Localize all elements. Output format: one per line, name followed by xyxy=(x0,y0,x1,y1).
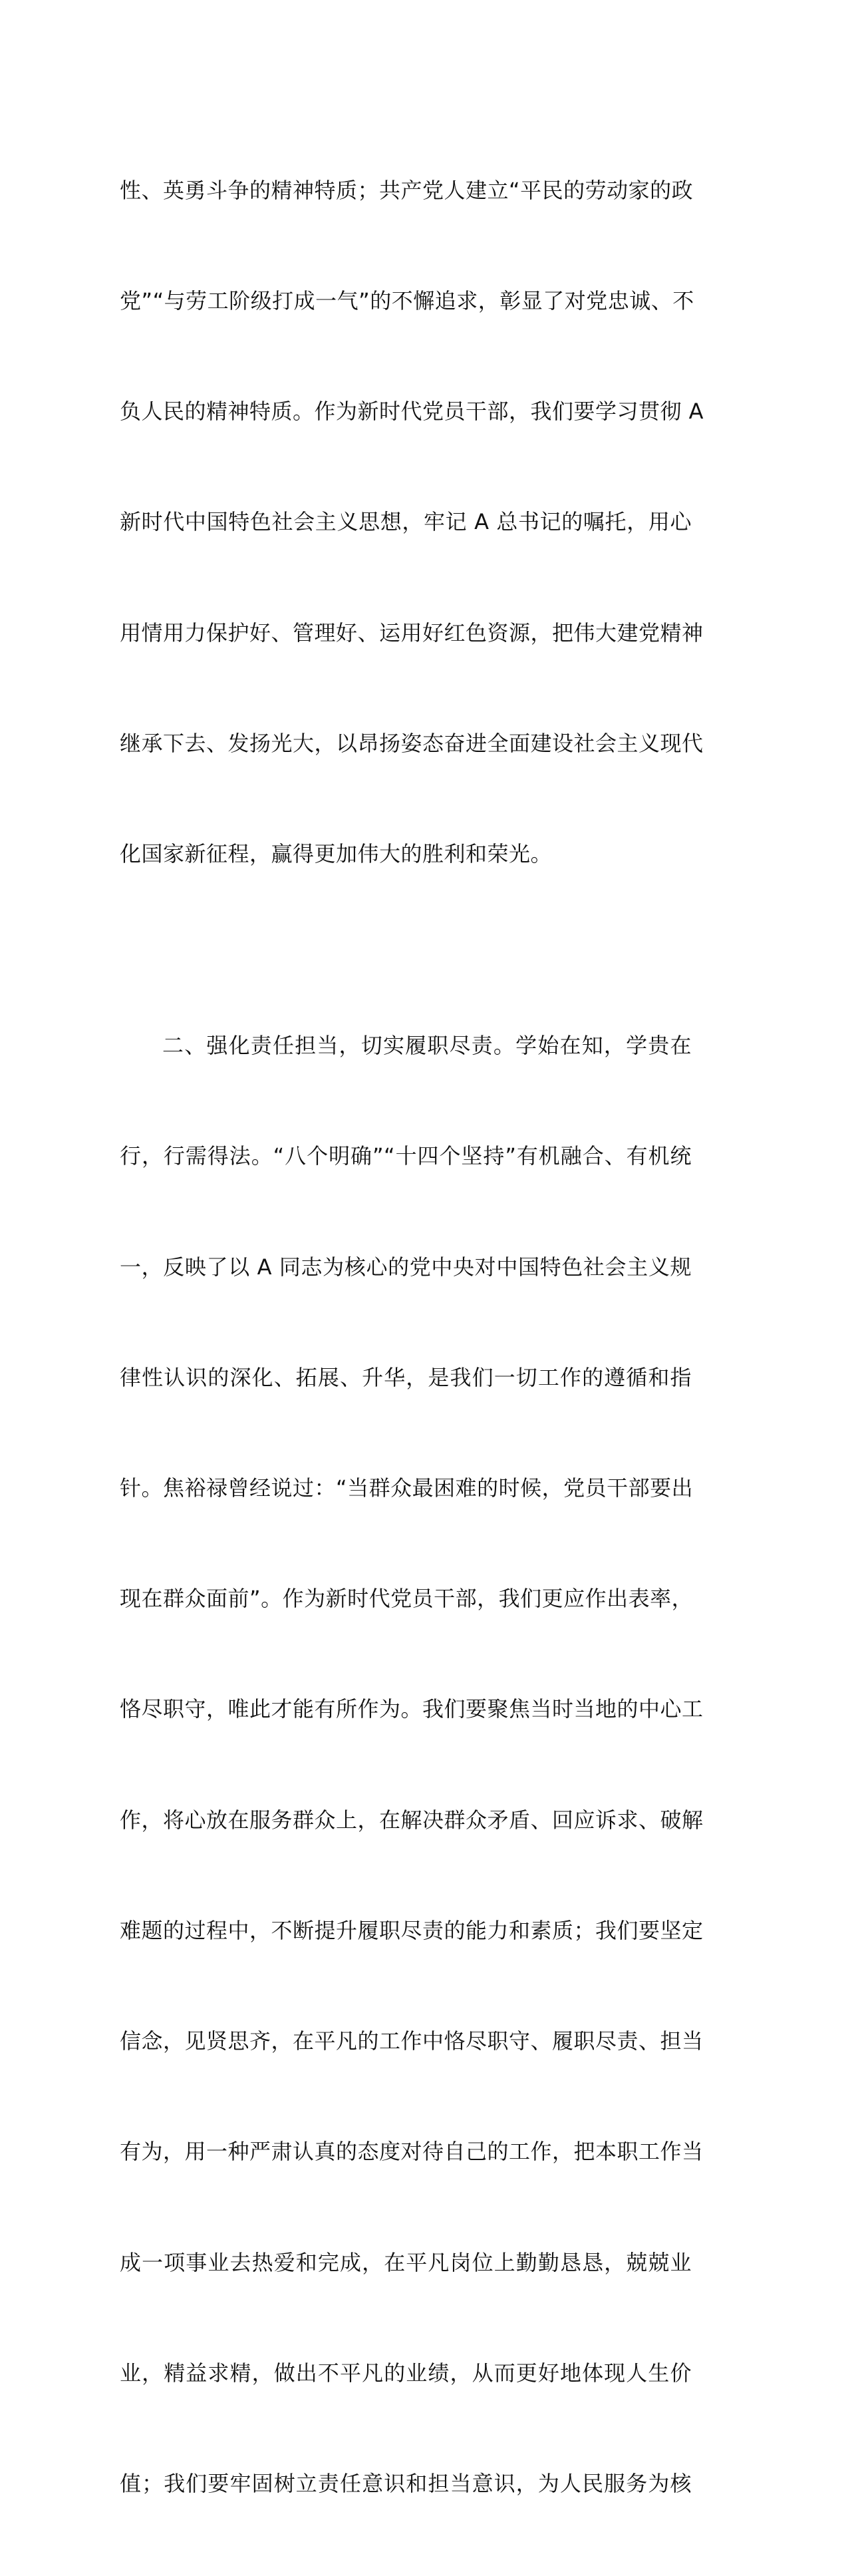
text-line: 一，反映了以 A 同志为核心的党中央对中国特色社会主义规 xyxy=(120,1254,692,1280)
text-line: 行，行需得法。“八个明确”“十四个坚持”有机融合、有机统 xyxy=(120,1143,692,1169)
text-line: 二、强化责任担当，切实履职尽责。学始在知，学贵在 xyxy=(162,1033,692,1059)
paragraph-1 xyxy=(120,98,704,946)
text-line: 新时代中国特色社会主义思想，牢记 A 总书记的嘱托，用心 xyxy=(120,509,692,535)
text-line: 党”“与劳工阶级打成一气”的不懈追求，彰显了对党忠诚、不 xyxy=(120,288,694,314)
text-line: 用情用力保护好、管理好、运用好红色资源，把伟大建党精神 xyxy=(120,620,704,645)
paragraph-2 xyxy=(120,954,704,2576)
text-line: 难题的过程中，不断提升履职尽责的能力和素质；我们要坚定 xyxy=(120,1917,704,1943)
text-line: 作，将心放在服务群众上，在解决群众矛盾、回应诉求、破解 xyxy=(120,1807,704,1833)
text-line: 现在群众面前”。作为新时代党员干部，我们更应作出表率， xyxy=(120,1586,694,1612)
body-text xyxy=(120,98,704,2576)
text-line: 性、英勇斗争的精神特质；共产党人建立“平民的劳动家的政 xyxy=(120,177,694,203)
text-line: 信念，见贤思齐，在平凡的工作中恪尽职守、履职尽责、担当 xyxy=(120,2028,704,2054)
text-line: 律性认识的深化、拓展、升华，是我们一切工作的遵循和指 xyxy=(120,1364,692,1390)
text-line: 成一项事业去热爱和完成，在平凡岗位上勤勤恳恳，兢兢业 xyxy=(120,2249,692,2275)
text-line: 化国家新征程，赢得更加伟大的胜利和荣光。 xyxy=(120,841,553,867)
text-line: 负人民的精神特质。作为新时代党员干部，我们要学习贯彻 A xyxy=(120,399,704,425)
text-line: 继承下去、发扬光大，以昂扬姿态奋进全面建设社会主义现代 xyxy=(120,730,704,756)
text-line: 针。焦裕禄曾经说过：“当群众最困难的时候，党员干部要出 xyxy=(120,1475,694,1501)
text-line: 恪尽职守，唯此才能有所作为。我们要聚焦当时当地的中心工 xyxy=(120,1696,704,1722)
text-line: 业，精益求精，做出不平凡的业绩，从而更好地体现人生价 xyxy=(120,2360,692,2386)
text-line: 有为，用一种严肃认真的态度对待自己的工作，把本职工作当 xyxy=(120,2139,704,2165)
text-line: 值；我们要牢固树立责任意识和担当意识，为人民服务为核 xyxy=(120,2471,692,2496)
